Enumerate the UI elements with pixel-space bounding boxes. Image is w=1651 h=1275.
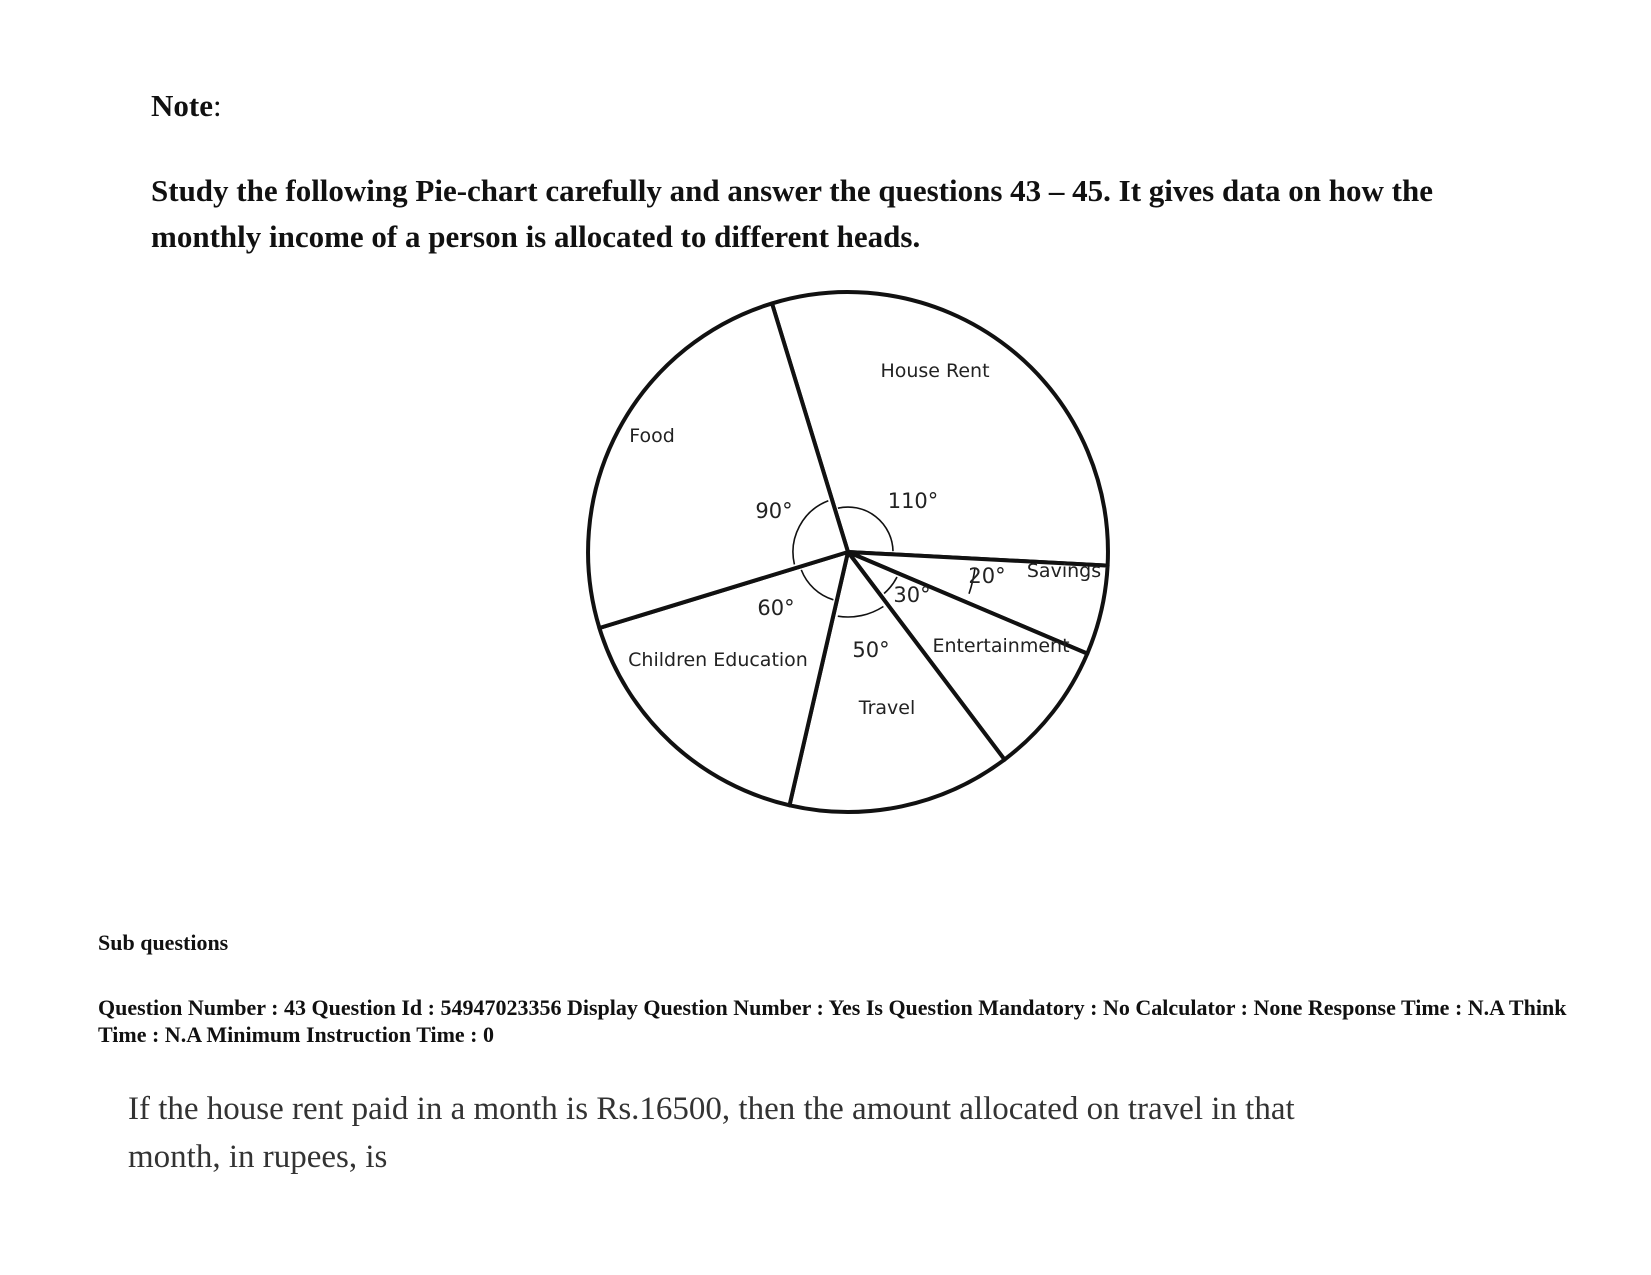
note-label: Note [151,88,213,123]
note-colon: : [212,88,222,123]
instructions-text: Study the following Pie-chart carefully and answer the questions 43 – 45. It gives data on how the monthly income of a person is allocated to different heads. [151,173,1433,254]
slice-label-house-rent: House Rent [880,360,990,382]
angle-label-savings: 20° [968,564,1006,588]
note-heading [151,88,222,124]
slice-label-food: Food [629,425,675,447]
angle-label-children-education: 60° [757,596,795,620]
angle-label-house-rent: 110° [887,489,939,513]
pie-slices [588,292,1108,812]
question-text: If the house rent paid in a month is Rs.16500, then the amount allocated on travel in that month, in rupees, is [128,1091,1295,1175]
slice-label-travel: Travel [858,697,916,719]
angle-label-travel: 50° [852,638,890,662]
angle-label-food: 90° [755,499,793,523]
slice-label-savings: Savings [1026,560,1102,582]
pie-chart [540,270,1140,870]
slice-label-children-education: Children Education [628,649,808,671]
sub-questions-heading: Sub questions [98,930,229,955]
slice-label-entertainment: Entertainment [932,635,1070,657]
angle-label-entertainment: 30° [893,583,931,607]
question-meta: Question Number : 43 Question Id : 54947023356 Display Question Number : Yes Is Question Mandatory : No Calculator : None Response Time : N.A Think Time : N.A Minimum Instruction Time : 0 [98,995,1567,1047]
